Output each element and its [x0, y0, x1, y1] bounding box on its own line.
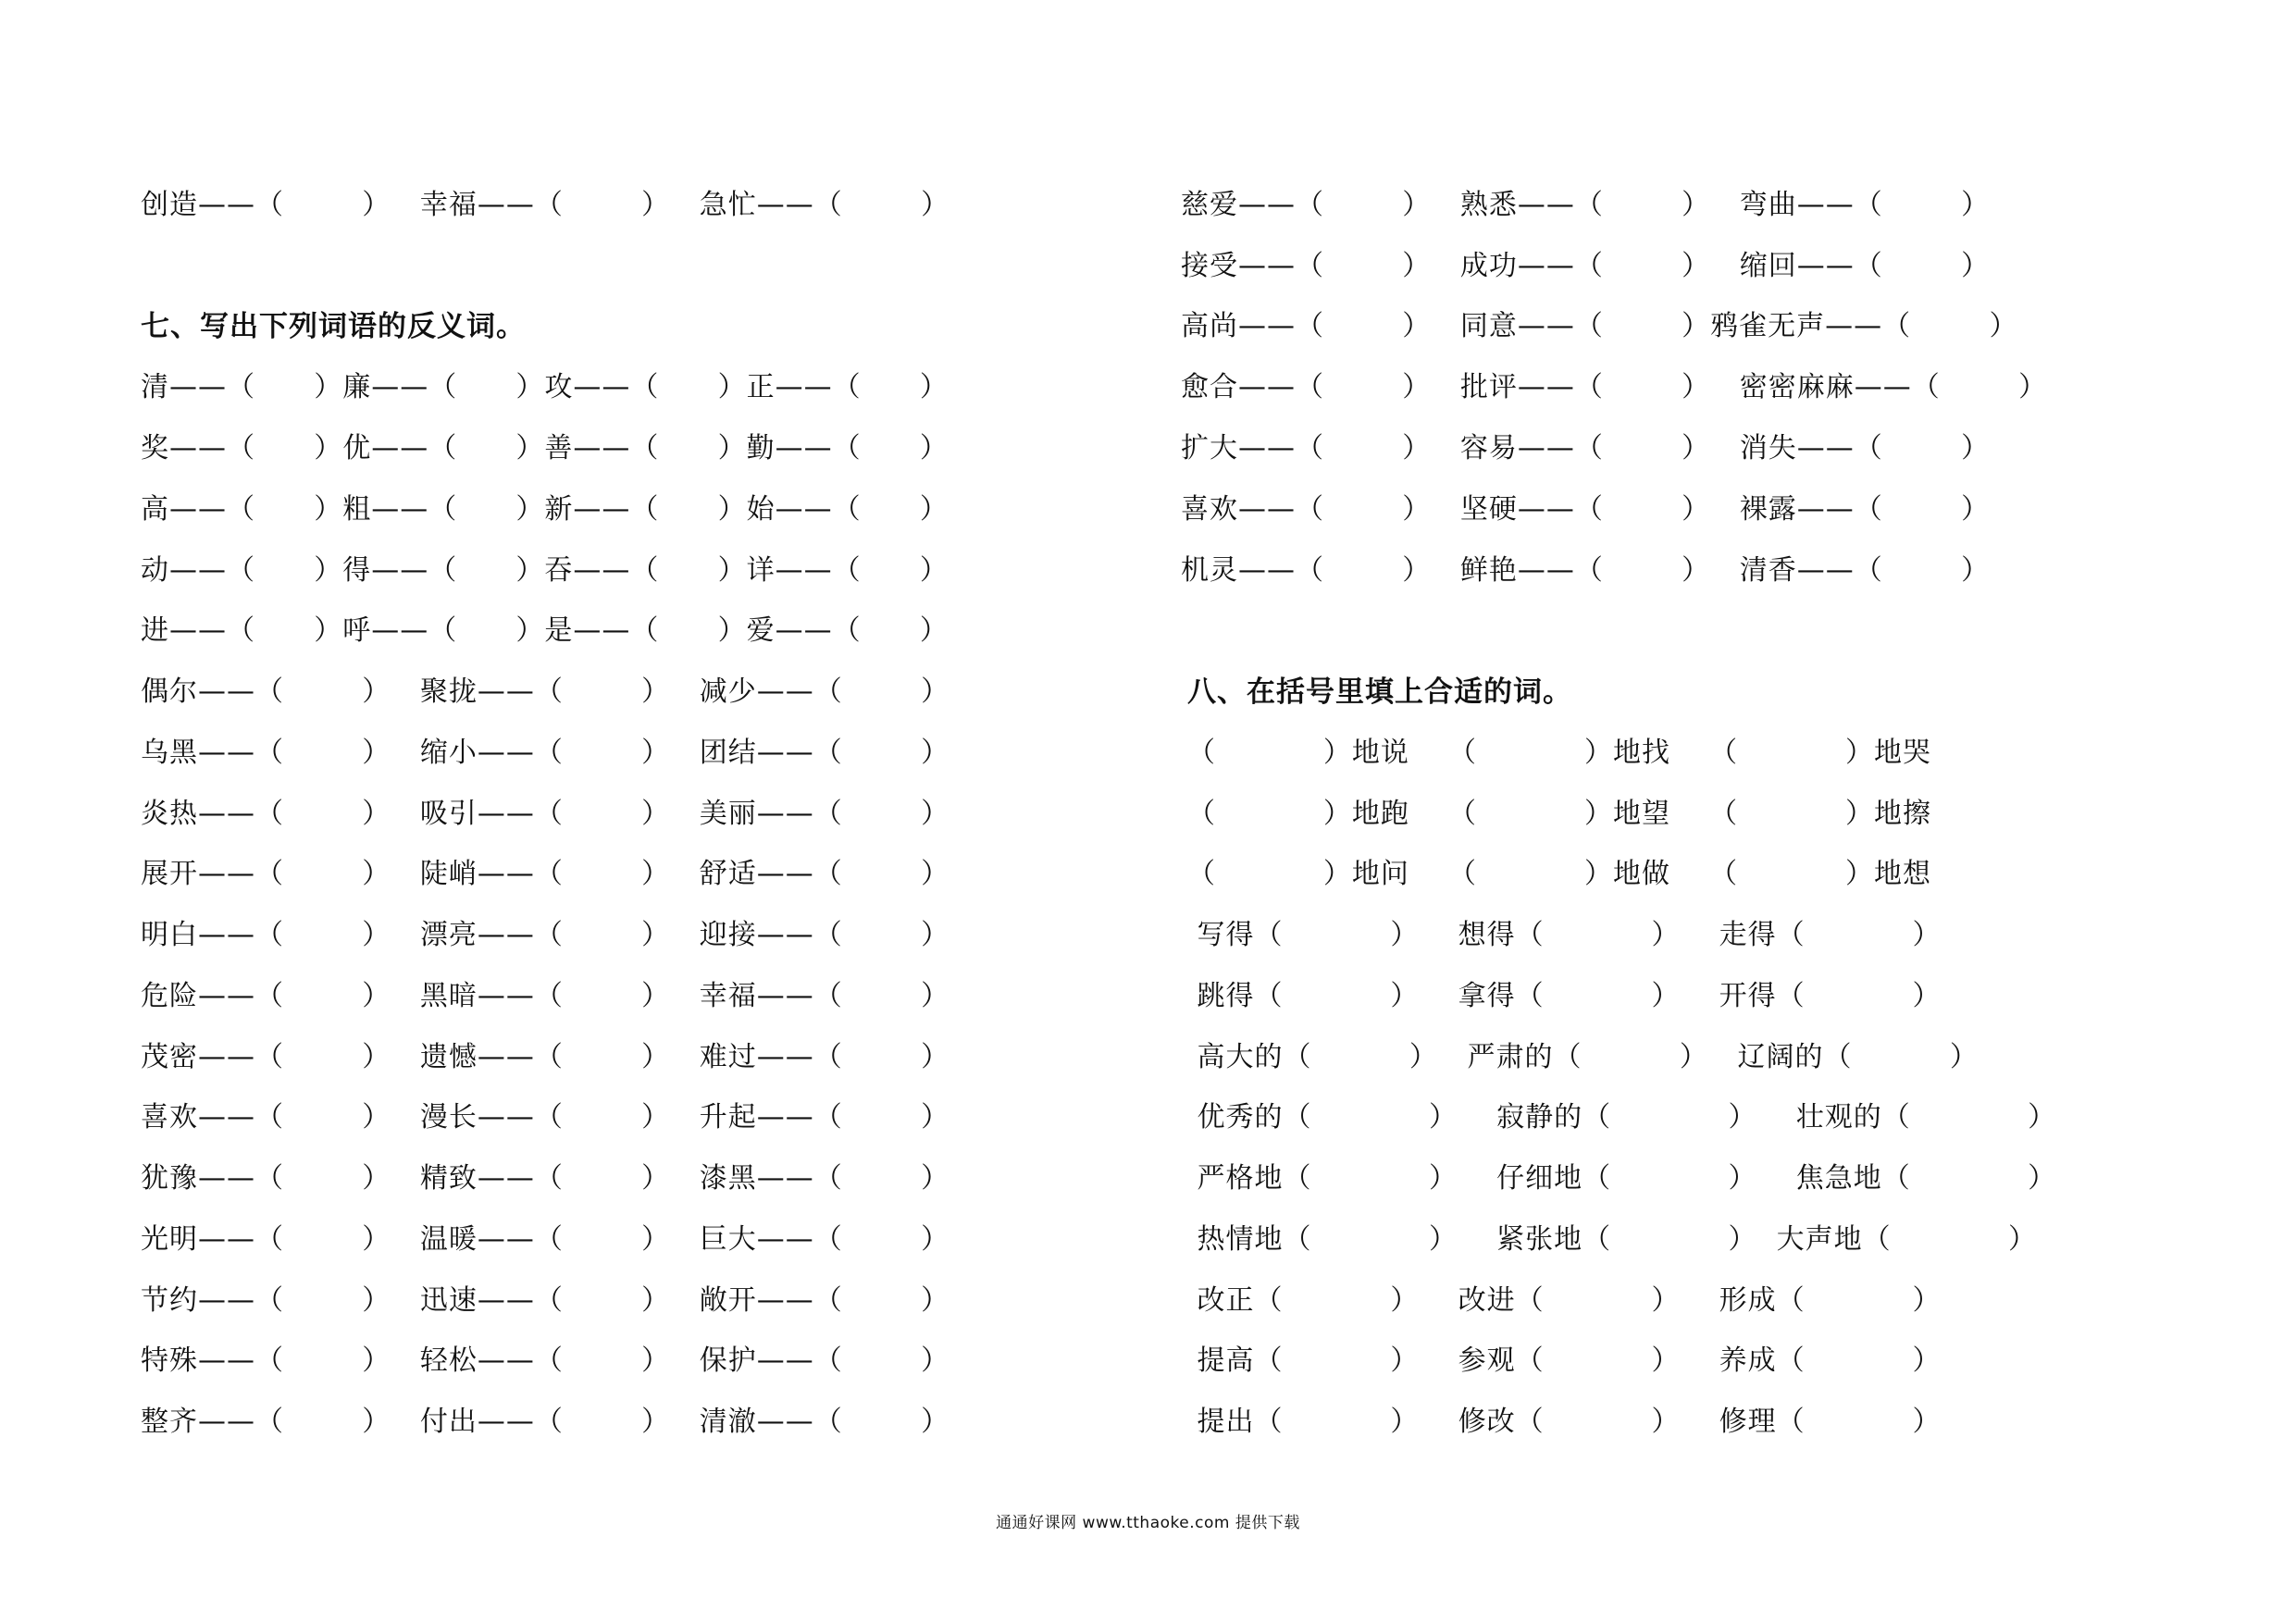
left-top-line: 创造——（ ） 幸福——（ ） 急忙——（ ）	[141, 189, 950, 221]
right-row: 慈爱——（ ） 熟悉——（ ） 弯曲——（ ）	[1181, 189, 1991, 221]
fill-row: 写得（ ） 想得（ ） 走得（ ）	[1187, 919, 1942, 951]
fill-row: 改正（ ） 改进（ ） 形成（ ）	[1187, 1284, 1942, 1317]
right-row: 扩大——（ ） 容易——（ ） 消失——（ ）	[1181, 432, 1991, 465]
antonym-double-row: 光明——（ ） 温暖——（ ） 巨大——（ ）	[141, 1223, 950, 1256]
right-row: 机灵——（ ） 鲜艳——（ ） 清香——（ ）	[1181, 554, 1991, 587]
adverb-de-row: （ ）地问 （ ）地做 （ ）地想	[1187, 858, 1931, 890]
fill-row: 提出（ ） 修改（ ） 修理（ ）	[1187, 1406, 1942, 1438]
antonym-single-row: 奖——（ ）优——（ ）善——（ ）勤——（ ）	[141, 432, 949, 465]
adverb-de-row: （ ）地说 （ ）地找 （ ）地哭	[1187, 737, 1931, 769]
section-8-title: 八、在括号里填上合适的词。	[1187, 675, 1572, 709]
antonym-double-row: 危险——（ ） 黑暗——（ ） 幸福——（ ）	[141, 980, 950, 1012]
antonym-double-row: 整齐——（ ） 付出——（ ） 清澈——（ ）	[141, 1406, 950, 1438]
antonym-double-row: 炎热——（ ） 吸引——（ ） 美丽——（ ）	[141, 798, 950, 830]
adverb-de-row: （ ）地跑 （ ）地望 （ ）地擦	[1187, 798, 1931, 830]
antonym-single-row: 进——（ ）呼——（ ）是——（ ）爱——（ ）	[141, 614, 949, 647]
antonym-double-row: 明白——（ ） 漂亮——（ ） 迎接——（ ）	[141, 919, 950, 951]
right-row: 喜欢——（ ） 坚硬——（ ） 裸露——（ ）	[1181, 493, 1991, 526]
footer-credit: 通通好课网 www.tthaoke.com 提供下载	[996, 1514, 1300, 1532]
antonym-double-row: 节约——（ ） 迅速——（ ） 敞开——（ ）	[141, 1284, 950, 1317]
fill-row: 严格地（ ） 仔细地（ ） 焦急地（ ）	[1187, 1162, 2057, 1195]
fill-row: 热情地（ ） 紧张地（ ） 大声地（ ）	[1187, 1223, 2038, 1256]
right-row: 接受——（ ） 成功——（ ） 缩回——（ ）	[1181, 250, 1991, 282]
section-7-title: 七、写出下列词语的反义词。	[141, 310, 526, 343]
antonym-single-row: 高——（ ）粗——（ ）新——（ ）始——（ ）	[141, 493, 949, 526]
fill-row: 跳得（ ） 拿得（ ） 开得（ ）	[1187, 980, 1942, 1012]
antonym-double-row: 特殊——（ ） 轻松——（ ） 保护——（ ）	[141, 1344, 950, 1377]
antonym-double-row: 展开——（ ） 陡峭——（ ） 舒适——（ ）	[141, 858, 950, 890]
antonym-double-row: 喜欢——（ ） 漫长——（ ） 升起——（ ）	[141, 1101, 950, 1134]
right-row: 高尚——（ ） 同意——（ ）鸦雀无声——（ ）	[1181, 310, 2018, 342]
antonym-single-row: 清——（ ）廉——（ ）攻——（ ）正——（ ）	[141, 371, 949, 403]
right-row: 愈合——（ ） 批评——（ ） 密密麻麻——（ ）	[1181, 371, 2048, 403]
fill-row: 优秀的（ ） 寂静的（ ） 壮观的（ ）	[1187, 1101, 2057, 1134]
antonym-double-row: 犹豫——（ ） 精致——（ ） 漆黑——（ ）	[141, 1162, 950, 1195]
antonym-single-row: 动——（ ）得——（ ）吞——（ ）详——（ ）	[141, 554, 949, 587]
antonym-double-row: 偶尔——（ ） 聚拢——（ ） 减少——（ ）	[141, 675, 950, 708]
antonym-double-row: 茂密——（ ） 遗憾——（ ） 难过——（ ）	[141, 1041, 950, 1073]
antonym-double-row: 乌黑——（ ） 缩小——（ ） 团结——（ ）	[141, 737, 950, 769]
fill-row: 高大的（ ） 严肃的（ ） 辽阔的（ ）	[1187, 1041, 1979, 1073]
fill-row: 提高（ ） 参观（ ） 养成（ ）	[1187, 1344, 1942, 1377]
